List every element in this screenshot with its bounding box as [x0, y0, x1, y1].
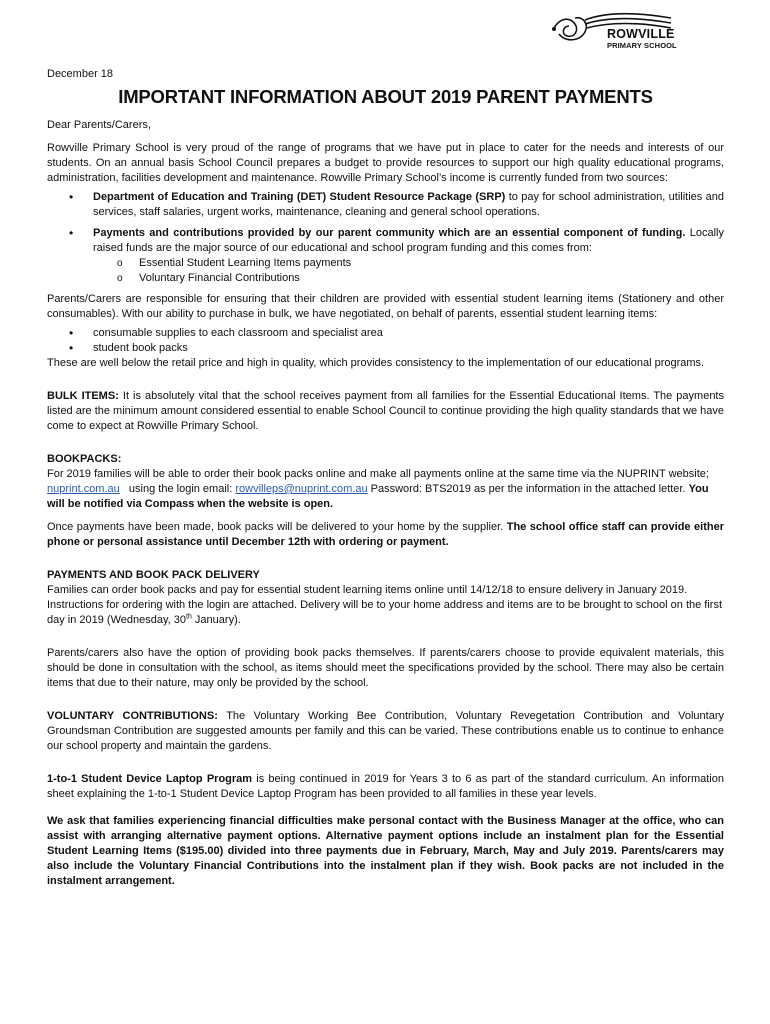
page-title: IMPORTANT INFORMATION ABOUT 2019 PARENT PAYMENTS — [118, 86, 653, 107]
bulk-items-text: It is absolutely vital that the school receives payment from all families for the Essential Educational Items. The payments listed are the minimum amount considered essential to enable School Council to continue providing the high quality standards that we have come to expect at Rowville Primary School. — [47, 390, 724, 432]
office-assistance-note: The school office staff can provide either phone or personal assistance until December 12th with ordering or payment. — [47, 521, 724, 548]
bookpacks-paragraph — [47, 467, 724, 512]
bookpacks-text: using the login email: — [119, 483, 236, 495]
essentials-after: These are well below the retail price and high in quality, which provides consistency to the implementation of our educational programs. — [47, 357, 705, 369]
delivery-paragraph — [47, 520, 724, 550]
salutation: Dear Parents/Carers, — [47, 119, 151, 131]
laptop-paragraph — [47, 772, 724, 802]
voluntary-text: The Voluntary Working Bee Contribution, Voluntary Revegetation Contribution and Voluntary Groundsman Contribution are suggested amounts per family and this can be varied. These contributions enable us to continue to enhance our school property and maintain the gardens. — [47, 710, 725, 752]
nuprint-website-link[interactable]: nuprint.com.au — [47, 483, 120, 495]
own-bookpacks-paragraph: Parents/carers also have the option of providing book packs themselves. If parents/carers choose to provide equivalent materials, this should be done in consultation with the school, as items should meet the specifications provided by the school. There may also be certain items that due to their nature, may only be provided by the school. — [47, 647, 724, 689]
list-item — [93, 190, 724, 220]
list-item: • student book packs — [93, 341, 724, 356]
hardship-paragraph: We ask that families experiencing financial difficulties make personal contact with the Business Manager at the office, who can assist with arranging alternative payment options. Alternative payment options include an instalment plan for the Essential Student Learning Items ($195.00) divided into three payments due in February, March, May and July 2019. Parents/carers may also include the Voluntary Financial Contributions into the instalment plan if they wish. Book packs are not included in the instalment arrangement. — [47, 815, 724, 887]
bulk-items-paragraph — [47, 389, 724, 434]
school-logo-text — [607, 28, 677, 50]
voluntary-paragraph — [47, 709, 724, 754]
source-title: Payments and contributions provided by our parent community which are an essential component of funding. — [93, 227, 686, 239]
ordinal-suffix: th — [186, 613, 192, 621]
intro-paragraph: Rowville Primary School is very proud of the range of programs that we have put in place to cater for the needs and interests of our students. On an annual basis School Council prepares a budget to provide resources to support our high quality educational programs, administration, facilities development and maintenance. Rowville Primary School’s income is currently funded from two sources: — [47, 142, 724, 184]
school-subname: PRIMARY SCHOOL — [607, 41, 677, 50]
payments-paragraph — [47, 583, 724, 628]
funding-sources-list — [47, 190, 724, 286]
bookpacks-text: For 2019 families will be able to order their book packs online and make all payments online at the same time via the NUPRINT website; — [47, 468, 709, 480]
payments-text: Families can order book packs and pay for essential student learning items online until 14/12/18 to ensure delivery in January 2019. Instructions for ordering with the login are attached. Delivery will be to your home address and items are to be brought to school on the first day in 2019 (Wednesday, 30 — [47, 584, 723, 626]
delivery-text: Once payments have been made, book packs will be delivered to your home by the supplier. — [47, 521, 507, 533]
letter-date: December 18 — [47, 68, 114, 80]
voluntary-label: VOLUNTARY CONTRIBUTIONS: — [47, 710, 218, 722]
letter-body — [47, 67, 724, 897]
list-item: • consumable supplies to each classroom and specialist area — [93, 326, 724, 341]
bulk-items-label: BULK ITEMS: — [47, 390, 119, 402]
payments-text-end: January). — [191, 614, 241, 626]
source-text: to pay for school administration, utilities and services, staff salaries, urgent works, maintenance, cleaning and general school operations. — [93, 191, 724, 218]
compass-notice: You will be notified via Compass when the website is open. — [47, 483, 709, 510]
login-email-link[interactable]: rowvilleps@nuprint.com.au — [235, 483, 368, 495]
bookpacks-text: Password: BTS2019 as per the information in the attached letter. — [367, 483, 689, 495]
source-text: Locally raised funds are the major source of our educational and school program funding and this comes from: — [93, 227, 724, 254]
sub-list-item: o Essential Student Learning Items payments — [139, 256, 724, 271]
laptop-text: is being continued in 2019 for Years 3 to 6 as part of the standard curriculum. An information sheet explaining the 1-to-1 Student Device Laptop Program has been provided to all families in these year levels. — [47, 773, 724, 800]
sub-list — [93, 256, 724, 286]
source-title: Department of Education and Training (DET) Student Resource Package (SRP) — [93, 191, 506, 203]
list-item — [93, 226, 724, 286]
school-name: ROWVILLE — [607, 27, 675, 41]
sub-list-item: o Voluntary Financial Contributions — [139, 271, 724, 286]
payments-label: PAYMENTS AND BOOK PACK DELIVERY — [47, 569, 260, 581]
laptop-label: 1-to-1 Student Device Laptop Program — [47, 773, 253, 785]
essentials-paragraph: Parents/Carers are responsible for ensuring that their children are provided with essential student learning items (Stationery and other consumables). With our ability to purchase in bulk, we have negotiated, on behalf of parents, essential student learning items: — [47, 293, 724, 320]
essentials-list — [47, 326, 724, 356]
bookpacks-label: BOOKPACKS: — [47, 453, 122, 465]
